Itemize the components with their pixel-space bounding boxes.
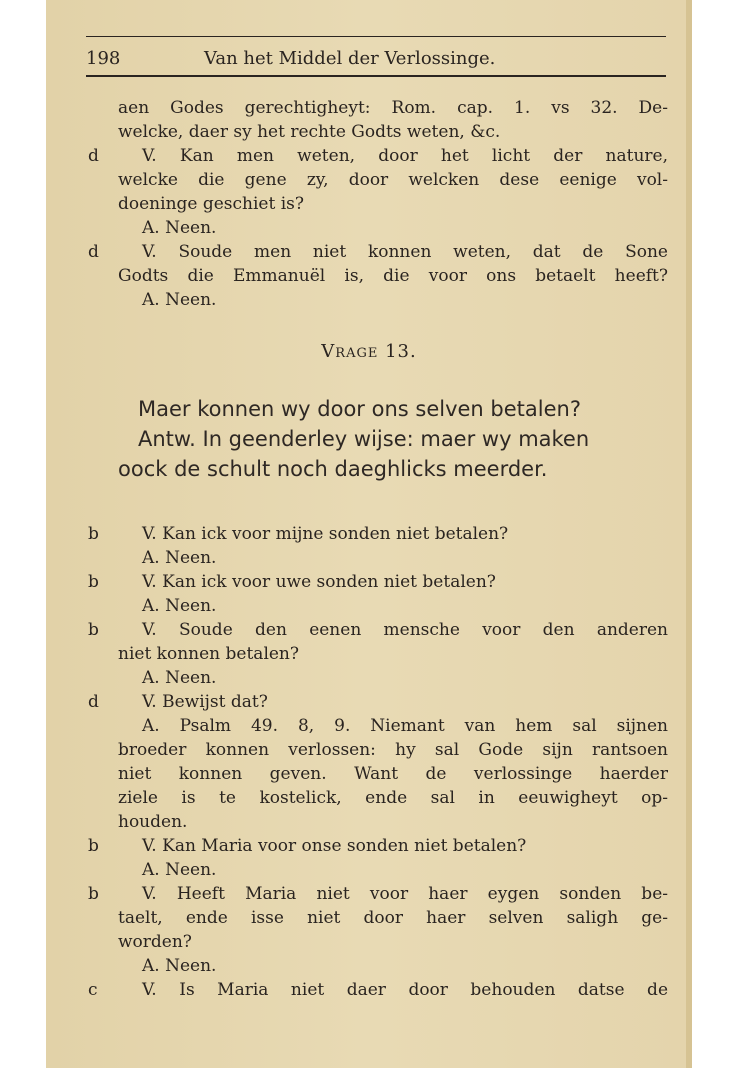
question-marker: b <box>88 524 99 544</box>
question-line: Godts die Emmanuël is, die voor ons betaelt heeft? <box>118 266 668 286</box>
question-line: V. Is Maria niet daer door behouden datse de <box>142 980 668 1000</box>
question-marker: d <box>88 692 99 712</box>
question-line: welcke die gene zy, door welcken dese eenige vol- <box>118 170 668 190</box>
body-line: welcke, daer sy het rechte Godts weten, &c. <box>118 122 501 142</box>
answer-line: A. Neen. <box>142 548 217 568</box>
question-line: taelt, ende isse niet door haer selven saligh ge- <box>118 908 668 928</box>
body-line: aen Godes gerechtigheyt: Rom. cap. 1. vs 32. De- <box>118 98 668 118</box>
question-marker: b <box>88 620 99 640</box>
answer-line: ziele is te kostelick, ende sal in eeuwigheyt op- <box>118 788 668 808</box>
question-line: V. Kan men weten, door het licht der nature, <box>142 146 668 166</box>
page-header <box>86 44 666 74</box>
question-line: doeninge geschiet is? <box>118 194 305 214</box>
question-marker: b <box>88 572 99 592</box>
answer-line: houden. <box>118 812 188 832</box>
header-rule-top <box>86 36 666 37</box>
question-line: niet konnen betalen? <box>118 644 299 664</box>
header-rule-bottom <box>86 75 666 77</box>
answer-line: A. Neen. <box>142 668 217 688</box>
running-title: Van het Middel der Verlossinge. <box>204 48 496 69</box>
catechism-question: Maer konnen wy door ons selven betalen? <box>138 397 581 421</box>
answer-line: A. Psalm 49. 8, 9. Niemant van hem sal sijnen <box>142 716 668 736</box>
question-line: V. Soude den eenen mensche voor den anderen <box>142 620 668 640</box>
catechism-answer-line: Antw. In geenderley wijse: maer wy maken <box>138 427 590 451</box>
question-line: V. Kan ick voor mijne sonden niet betalen? <box>142 524 509 544</box>
question-marker: b <box>88 884 99 904</box>
question-line: worden? <box>118 932 192 952</box>
answer-line: broeder konnen verlossen: hy sal Gode sijn rantsoen <box>118 740 668 760</box>
question-line: V. Kan ick voor uwe sonden niet betalen? <box>142 572 496 592</box>
page-edge <box>686 0 692 1068</box>
answer-line: A. Neen. <box>142 218 217 238</box>
answer-line: A. Neen. <box>142 956 217 976</box>
question-marker: c <box>88 980 98 1000</box>
question-line: V. Kan Maria voor onse sonden niet betalen? <box>142 836 527 856</box>
page-number: 198 <box>86 48 121 69</box>
question-marker: b <box>88 836 99 856</box>
answer-line: A. Neen. <box>142 596 217 616</box>
book-page <box>46 0 692 1068</box>
answer-line: niet konnen geven. Want de verlossinge haerder <box>118 764 668 784</box>
section-heading: Vrage 13. <box>321 341 417 362</box>
catechism-answer-line: oock de schult noch daeghlicks meerder. <box>118 457 548 481</box>
question-marker: d <box>88 146 99 166</box>
answer-line: A. Neen. <box>142 290 217 310</box>
answer-line: A. Neen. <box>142 860 217 880</box>
question-marker: d <box>88 242 99 262</box>
question-line: V. Heeft Maria niet voor haer eygen sonden be- <box>142 884 668 904</box>
question-line: V. Bewijst dat? <box>142 692 268 712</box>
question-line: V. Soude men niet konnen weten, dat de Sone <box>142 242 668 262</box>
